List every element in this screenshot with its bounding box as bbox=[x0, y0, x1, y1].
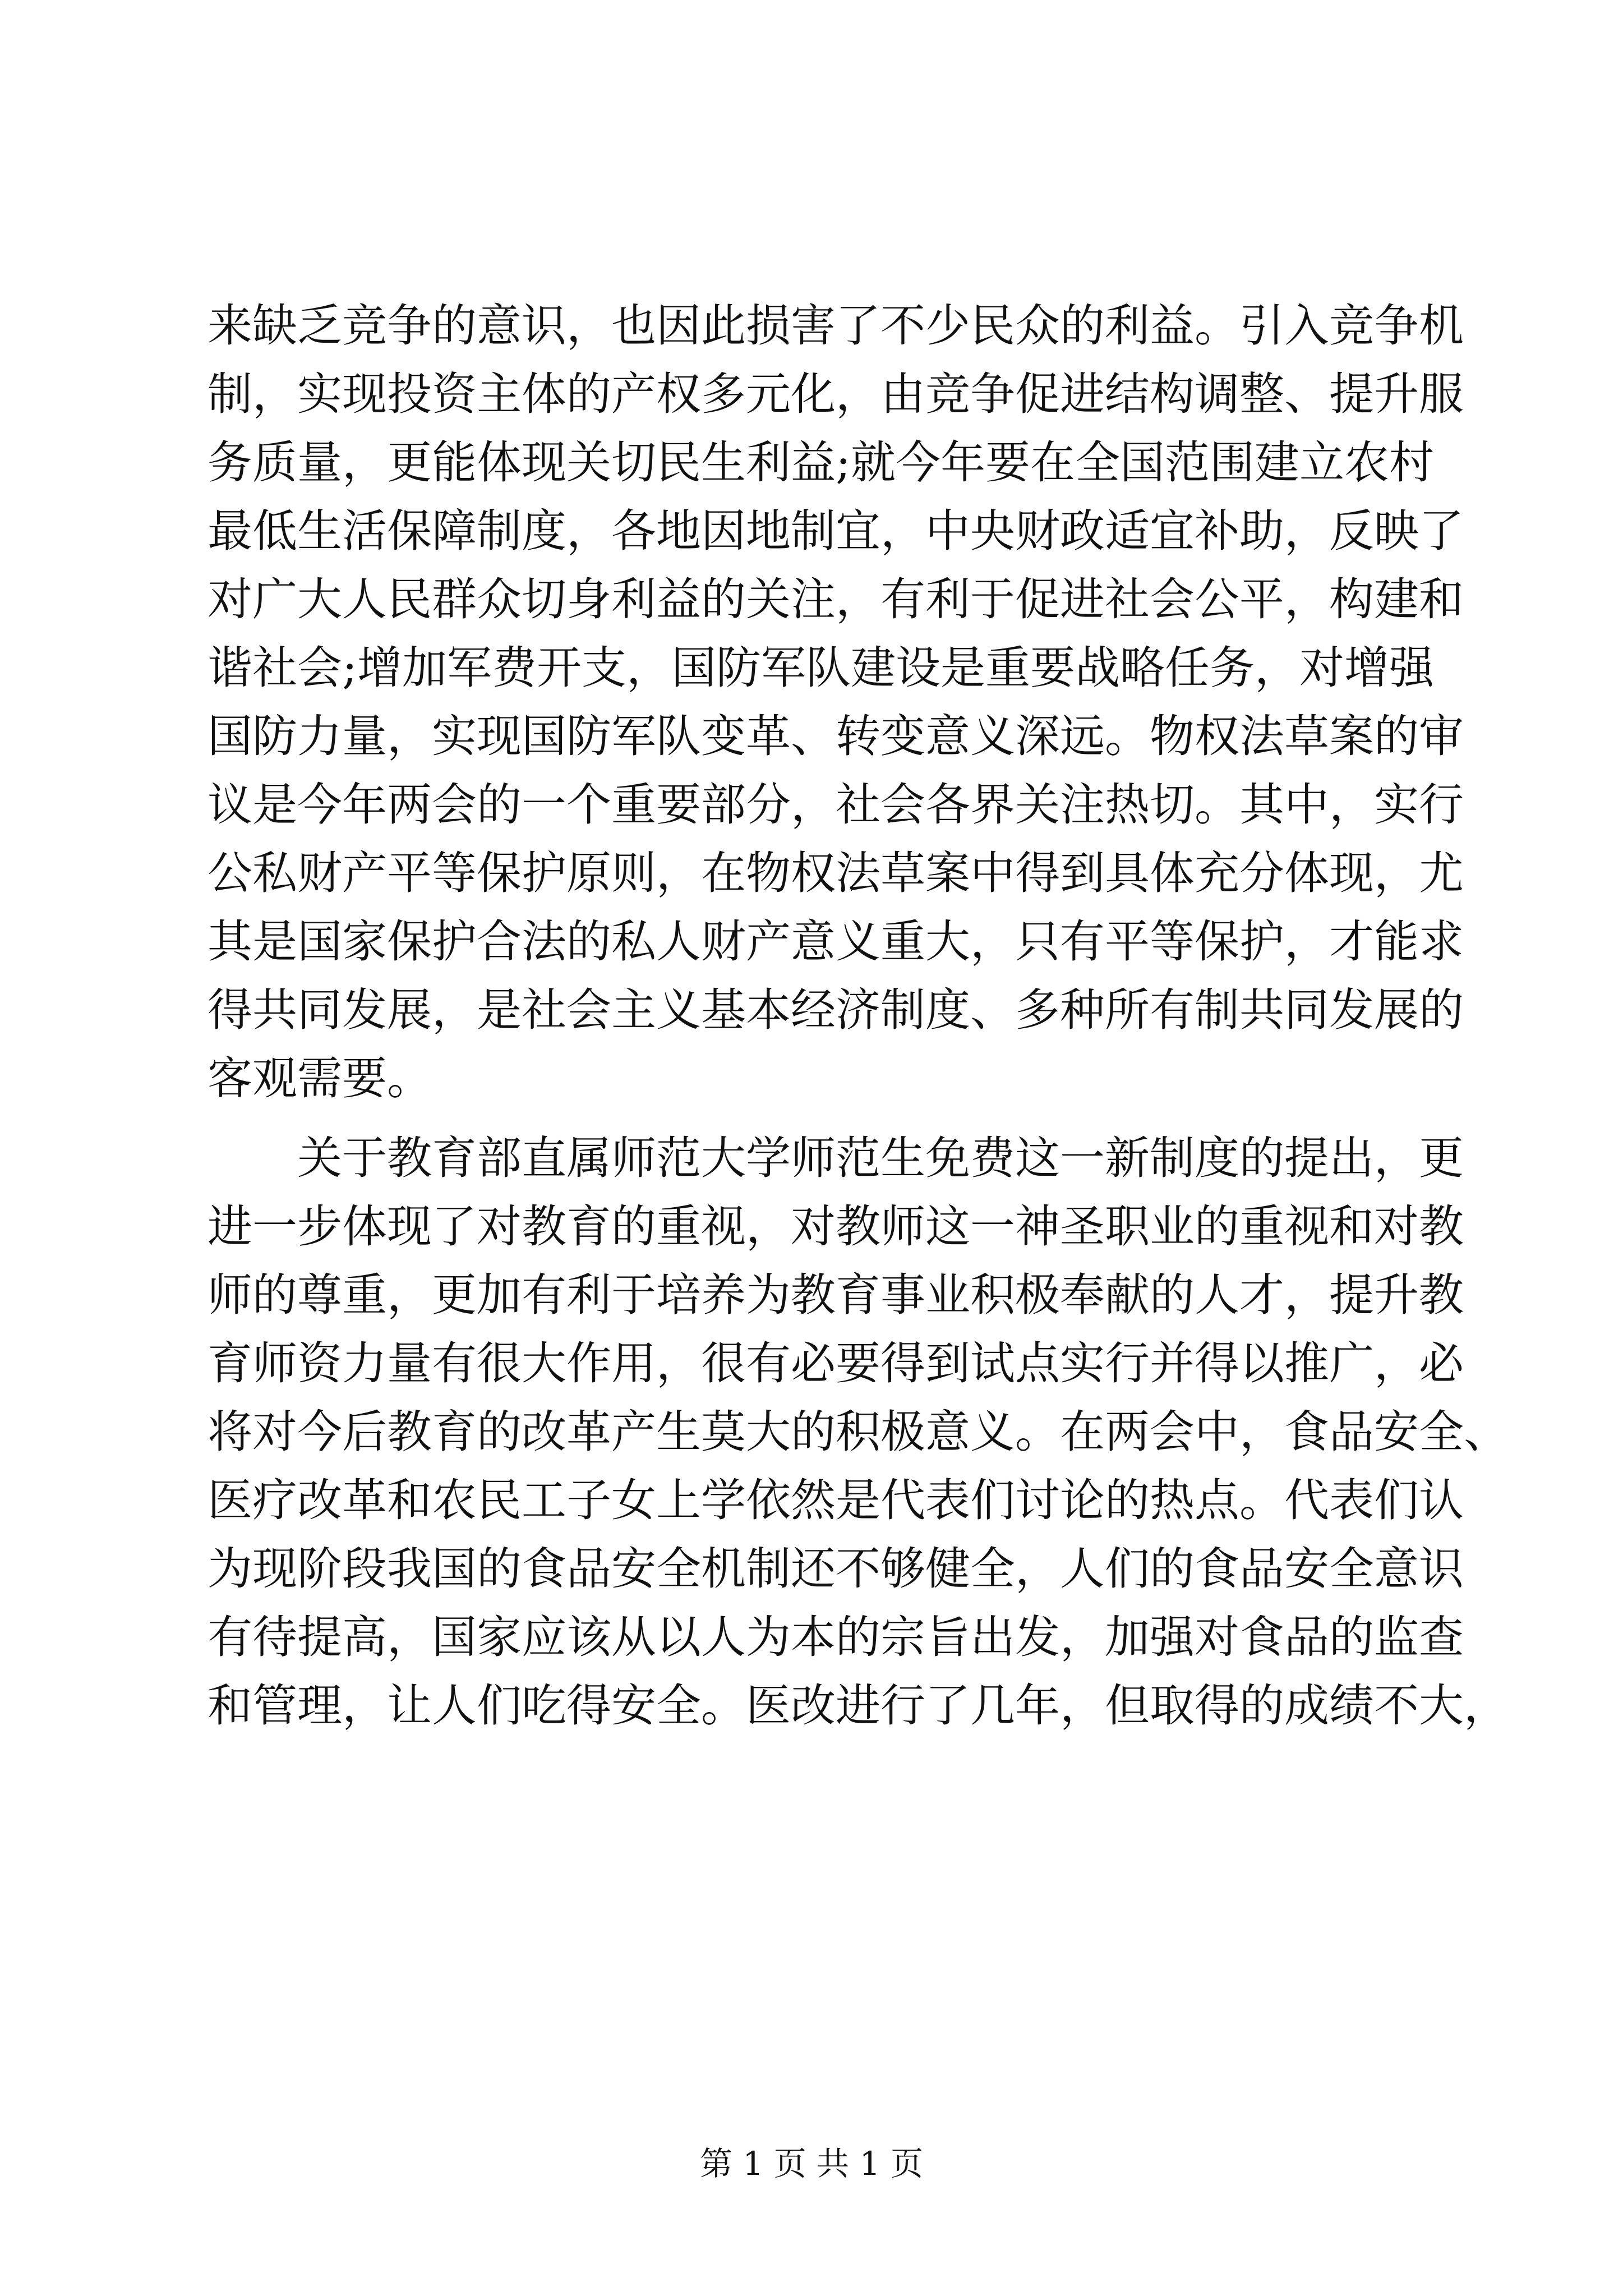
paragraph-2 bbox=[208, 1124, 1509, 1740]
text-line: 其是国家保护合法的私人财产意义重大，只有平等保护，才能求 bbox=[208, 915, 1464, 968]
text-line: 关于教育部直属师范大学师范生免费这一新制度的提出，更 bbox=[208, 1132, 1464, 1184]
text-line: 最低生活保障制度，各地因地制宜，中央财政适宜补助，反映了 bbox=[208, 505, 1464, 557]
text-line: 务质量，更能体现关切民生利益;就今年要在全国范围建立农村 bbox=[208, 436, 1434, 489]
text-line: 医疗改革和农民工子女上学依然是代表们讨论的热点。代表们认 bbox=[208, 1474, 1464, 1526]
text-line: 国防力量，实现国防军队变革、转变意义深远。物权法草案的审 bbox=[208, 710, 1464, 762]
text-line: 育师资力量有很大作用，很有必要得到试点实行并得以推广，必 bbox=[208, 1337, 1464, 1389]
text-line: 议是今年两会的一个重要部分，社会各界关注热切。其中，实行 bbox=[208, 779, 1464, 831]
text-line: 进一步体现了对教育的重视，对教师这一神圣职业的重视和对教 bbox=[208, 1200, 1464, 1253]
text-line: 客观需要。 bbox=[208, 1052, 432, 1105]
paragraph-spacer bbox=[208, 1113, 1430, 1124]
text-line: 来缺乏竞争的意识，也因此损害了不少民众的利益。引入竞争机 bbox=[208, 300, 1464, 352]
text-line: 有待提高，国家应该从以人为本的宗旨出发，加强对食品的监查 bbox=[208, 1611, 1464, 1663]
text-line: 得共同发展，是社会主义基本经济制度、多种所有制共同发展的 bbox=[208, 984, 1464, 1036]
text-line: 制，实现投资主体的产权多元化，由竞争促进结构调整、提升服 bbox=[208, 368, 1464, 420]
document-body bbox=[208, 292, 1509, 1740]
text-line: 和管理，让人们吃得安全。医改进行了几年，但取得的成绩不大， bbox=[208, 1680, 1509, 1732]
page-footer bbox=[0, 2137, 1623, 2184]
paragraph-1 bbox=[208, 292, 1464, 1113]
text-line: 将对今后教育的改革产生莫大的积极意义。在两会中，食品安全、 bbox=[208, 1406, 1509, 1458]
text-line: 师的尊重，更加有利于培养为教育事业积极奉献的人才，提升教 bbox=[208, 1269, 1464, 1321]
text-line: 对广大人民群众切身利益的关注，有利于促进社会公平，构建和 bbox=[208, 573, 1464, 625]
page-number-label: 第 1 页 共 1 页 bbox=[700, 2145, 923, 2183]
text-line: 为现阶段我国的食品安全机制还不够健全，人们的食品安全意识 bbox=[208, 1543, 1464, 1595]
text-line: 谐社会;增加军费开支，国防军队建设是重要战略任务，对增强 bbox=[208, 642, 1434, 694]
text-line: 公私财产平等保护原则，在物权法草案中得到具体充分体现，尤 bbox=[208, 847, 1464, 899]
